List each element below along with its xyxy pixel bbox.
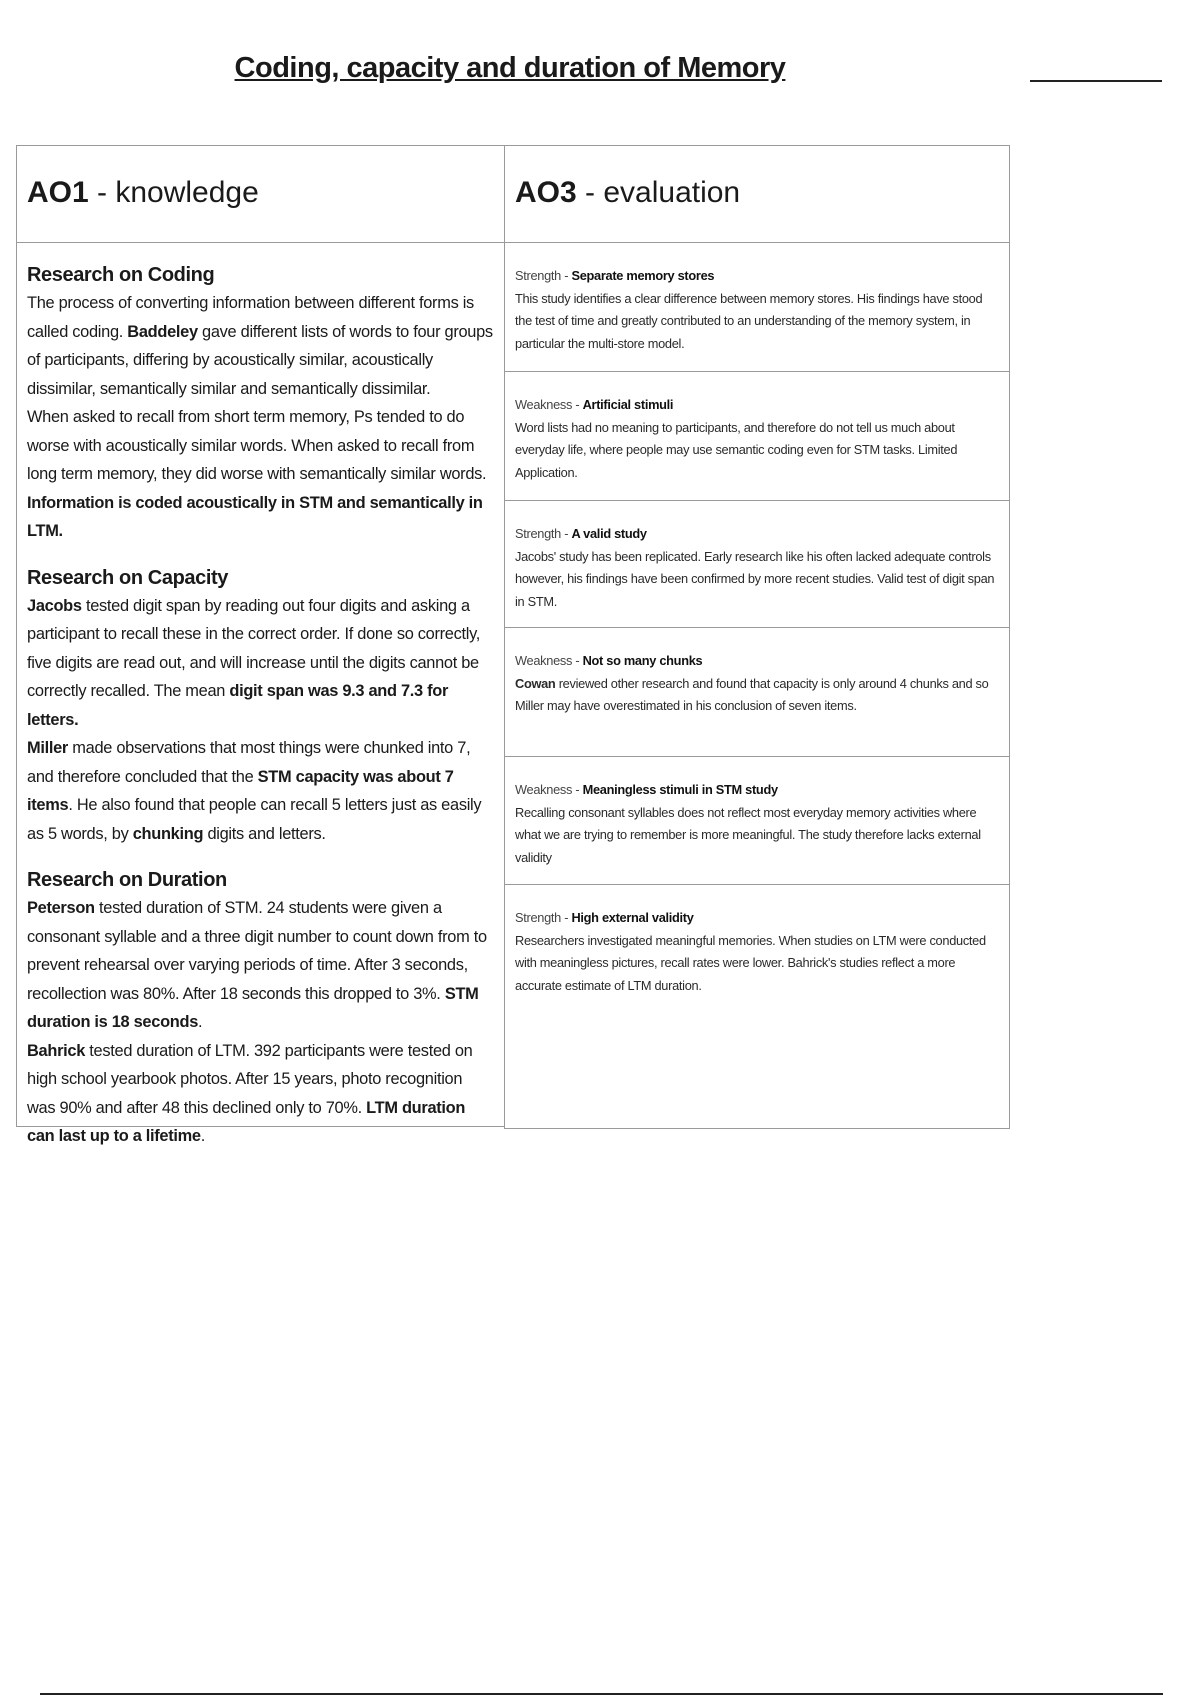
- evaluation-title-line: [515, 907, 999, 930]
- evaluation-title: Meaningless stimuli in STM study: [582, 782, 778, 797]
- top-rule: [1030, 80, 1162, 82]
- evaluation-title-line: [515, 394, 999, 417]
- ao3-header-label: - evaluation: [576, 176, 741, 209]
- evaluation-box: [505, 500, 1009, 627]
- evaluation-title: A valid study: [571, 526, 647, 541]
- evaluation-type: Strength -: [515, 910, 572, 925]
- text-run: .: [200, 1127, 206, 1145]
- evaluation-type: Weakness -: [515, 653, 583, 668]
- bold-text: Peterson: [27, 899, 95, 917]
- section-paragraph: [27, 592, 494, 735]
- bold-text: Cowan: [515, 675, 556, 691]
- text-run: gave different lists of words to four groups of participants, differing by acoustically similar, acoustically dissimilar, semantically similar and semantically dissimilar.: [27, 322, 493, 398]
- ao1-header-code: AO1: [27, 176, 89, 209]
- evaluation-box: [505, 756, 1009, 884]
- ao3-column: [504, 145, 1010, 1129]
- text-run: .: [198, 1013, 203, 1031]
- evaluation-type: Weakness -: [515, 782, 583, 797]
- ao3-header-code: AO3: [515, 176, 577, 209]
- evaluation-box: [505, 884, 1009, 1129]
- bottom-rule: [40, 1693, 1163, 1695]
- evaluation-text: [515, 417, 999, 485]
- text-run: When asked to recall from short term memory, Ps tended to do worse with acoustically similar words. When asked to recall from long term memory, they did worse with semantically similar words.: [27, 408, 487, 483]
- evaluation-title-line: [515, 650, 999, 673]
- evaluation-text: [515, 288, 999, 356]
- text-run: made observations that most things were chunked into 7, and therefore concluded that the: [27, 739, 471, 786]
- evaluation-title: Separate memory stores: [571, 268, 715, 283]
- bold-text: chunking: [132, 824, 204, 843]
- bold-text: Jacobs: [27, 596, 82, 615]
- bold-text: Baddeley: [127, 322, 198, 341]
- section-heading: Research on Duration: [27, 869, 227, 891]
- text-run: digits and letters.: [203, 824, 326, 843]
- evaluation-type: Strength -: [515, 268, 572, 283]
- evaluation-title: High external validity: [571, 910, 694, 925]
- evaluation-title-line: [515, 523, 999, 546]
- section-paragraph: [27, 289, 494, 403]
- text-run: reviewed other research and found that capacity is only around 4 chunks and so Miller may have overestimated in his conclusion of seven items.: [515, 675, 989, 713]
- evaluation-title: Not so many chunks: [582, 653, 703, 668]
- text-run: Jacobs' study has been replicated. Early research like his often lacked adequate controls however, his findings have been confirmed by more recent studies. Valid test of digit span in STM.: [515, 548, 995, 609]
- text-run: tested digit span by reading out four digits and asking a participant to recall these in the correct order. If done so correctly, five digits are read out, and will increase until the digits cannot be correctly recalled. The mean: [27, 596, 481, 700]
- evaluation-box: [505, 627, 1009, 756]
- text-run: tested duration of LTM. 392 participants were tested on high school yearbook photos. After 15 years, photo recognition was 90% and after 48 this declined only to 70%.: [27, 1041, 473, 1117]
- bold-text: STM capacity was about 7 items: [27, 767, 454, 814]
- text-run: tested duration of STM. 24 students were given a consonant syllable and a three digit number to count down from to prevent rehearsal over varying periods of time. After 3 seconds, recollection was 80%. After 18 seconds this dropped to 3%.: [27, 899, 487, 1003]
- knowledge-section: [27, 261, 494, 546]
- bold-text: LTM duration can last up to a lifetime: [27, 1098, 466, 1145]
- knowledge-section: [27, 866, 494, 1151]
- evaluation-title: Artificial stimuli: [582, 397, 674, 412]
- ao1-column: [16, 145, 505, 1145]
- evaluation-title-line: [515, 265, 999, 288]
- evaluation-title-line: [515, 779, 999, 802]
- ao1-header-label: - knowledge: [88, 176, 259, 209]
- evaluation-text: [515, 546, 999, 614]
- evaluation-box: [505, 242, 1009, 371]
- page-title: Coding, capacity and duration of Memory: [234, 52, 786, 84]
- bold-text: STM duration is 18 seconds: [27, 984, 479, 1031]
- bold-text: Miller: [27, 739, 69, 757]
- evaluation-box: [505, 371, 1009, 500]
- text-run: . He also found that people can recall 5 letters just as easily as 5 words, by: [27, 796, 482, 843]
- section-paragraph: [27, 894, 494, 1037]
- ao1-body: [17, 243, 504, 1151]
- text-run: Researchers investigated meaningful memories. When studies on LTM were conducted with meaningless pictures, recall rates were lower. Bahrick's studies reflect a more accurate estimate of LTM duration.: [515, 932, 986, 993]
- text-run: Recalling consonant syllables does not reflect most everyday memory activities where what we are trying to remember is more meaningful. The study therefore lacks external validity: [515, 804, 981, 865]
- ao1-header: [17, 146, 504, 243]
- section-paragraph: [27, 734, 494, 848]
- section-paragraph: [27, 1037, 494, 1151]
- knowledge-section: [27, 564, 494, 849]
- bold-text: Information is coded acoustically in STM and semantically in LTM.: [27, 493, 483, 540]
- bold-text: Bahrick: [27, 1041, 86, 1060]
- evaluation-text: [515, 930, 999, 998]
- evaluation-text: [515, 673, 999, 718]
- bold-text: digit span was 9.3 and 7.3 for letters.: [27, 682, 449, 729]
- text-run: This study identifies a clear difference between memory stores. His findings have stood the test of time and greatly contributed to an understanding of the memory system, in particular the multi-store model.: [515, 290, 983, 351]
- evaluation-text: [515, 802, 999, 870]
- section-heading: Research on Capacity: [27, 566, 228, 589]
- evaluation-type: Strength -: [515, 526, 572, 541]
- text-run: The process of converting information between different forms is called coding.: [27, 294, 474, 341]
- section-heading: Research on Coding: [27, 264, 215, 286]
- section-paragraph: [27, 403, 494, 546]
- evaluation-type: Weakness -: [515, 397, 583, 412]
- text-run: Word lists had no meaning to participants, and therefore do not tell us much about everyday life, where people may use semantic coding even for STM tasks. Limited Application.: [515, 419, 958, 480]
- ao3-header: [505, 146, 1009, 243]
